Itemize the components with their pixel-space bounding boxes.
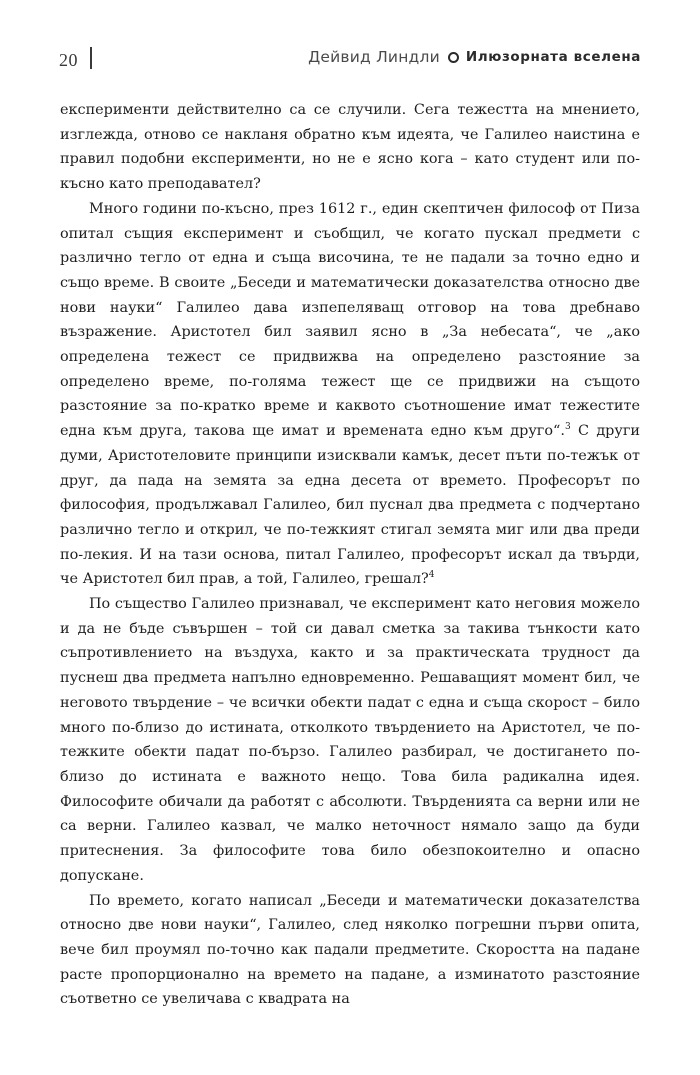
header-book-title: Илюзорната вселена [465, 49, 641, 65]
paragraph-text: По същество Галилео признавал, че експеримент като неговия можело и да не бъде съвършен – той си давал сметка за такива тънкости като съпротивлението на въздуха, както и за практическата трудност да пуснеш два предмета напълно едновременно. Решаващият момент бил, че неговото твърдение – че всички обекти падат с една и съща скорост – било много по-близо до истината, отколкото твърдението на Аристотел, че по-тежките обекти падат по-бързо. Галилео разбирал, че достигането по-близо до истината е важното нещо. Това била радикална идея. Философите обичали да работят с абсолюти. Твърденията са верни или не са верни. Галилео казвал, че малко неточност нямало защо да буди притеснения. За философите това било обезпокоително и опасно допускане. [60, 596, 640, 884]
paragraph [60, 197, 640, 592]
paragraph-text: По времето, когато написал „Беседи и математически доказателства относно две нови науки“, Галилео, след няколко погрешни първи опита, вече бил проумял по-точно как падали предметите. Скоростта на падане расте пропорционално на времето на падане, а изминатото разстояние съответно се увеличава с квадрата на [60, 892, 640, 1008]
header-author: Дейвид Линдли [308, 48, 440, 66]
running-header [59, 45, 641, 75]
paragraph [60, 889, 640, 1013]
body-text [60, 98, 640, 1012]
paragraph-text: Много години по-късно, през 1612 г., един скептичен философ от Пиза опитал същия експеримент и съобщил, че когато пускал предмети с различно тегло от една и съща височина, те не падали за точно едно и също време. В своите „Беседи и математически доказателства относно две нови науки“ Галилео дава изпепеляващ отговор на това дребнаво възражение. Аристотел бил заявил ясно в „За небесата“, че „ако определена тежест се придвижва на определено разстояние за определено време, по-голяма тежест ще се придвижи на същото разстояние за по-кратко време и каквото съотношение имат тежестите една към друга, такова ще имат и времената едно към друго“. [60, 200, 640, 440]
paragraph [60, 98, 640, 197]
footnote-ref: 3 [564, 422, 571, 433]
paragraph-text: С други думи, Аристотеловите принципи изисквали камък, десет пъти по-тежък от друг, да пада на земята за една десета от времето. Професорът по философия, продължавал Галилео, бил пуснал два предмета с подчертано различно тегло и открил, че по-тежкият стигал земята миг или два преди по-лекия. И на тази основа, питал Галилео, професорът искал да твърди, че Аристотел бил прав, а той, Галилео, грешал? [60, 423, 640, 588]
paragraph [60, 592, 640, 888]
paragraph-text: експерименти действително са се случили. Сега тежестта на мнението, изглежда, отново се накланя обратно към идеята, че Галилео наистина е правил подобни експерименти, но не е ясно кога – като студент или по-късно като преподавател? [60, 102, 640, 193]
circle-ornament-icon [448, 52, 459, 63]
header-divider [90, 47, 92, 69]
footnote-ref: 4 [428, 570, 435, 581]
page-number: 20 [59, 50, 78, 70]
header-right [308, 48, 641, 66]
